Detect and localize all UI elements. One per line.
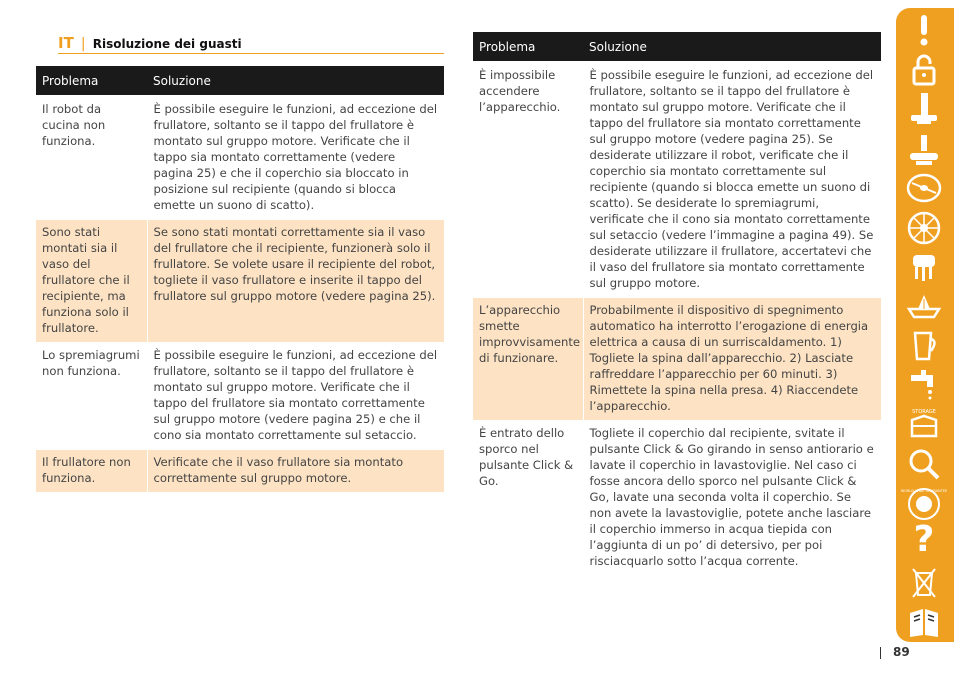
table-header-row (473, 32, 881, 61)
section-title: Risoluzione dei guasti (92, 37, 242, 51)
page-number (880, 645, 910, 659)
table-row (36, 343, 444, 450)
solution-cell: Verificate che il vaso frullatore sia montato correttamente sul gruppo motore. (147, 450, 444, 493)
table-row (473, 421, 881, 576)
solution-cell: È possibile eseguire le funzioni, ad eccezione del frullatore, soltanto se il tappo del frullatore è montato sul gruppo motore. Verificate che il tappo del frullatore sia montato correttamente sul gruppo motore (vedere pagina 25). Se desiderate utilizzare il robot, verificate che il coperchio sia montato correttamente sul recipiente (quando si blocca emette un suono di scatto). Se desiderate lo spremiagrumi, verificate che il cono sia montato correttamente sul setaccio (vedere l’immagine a pagina 49). Se desiderate utilizzare il frullatore, accertatevi che il vaso del frullatore sia montato correttamente sul gruppo motore. (583, 61, 881, 298)
problem-cell: Lo spremiagrumi non funziona. (36, 343, 147, 450)
search-icon[interactable] (902, 446, 946, 482)
problem-cell: Il robot da cucina non funziona. (36, 95, 147, 220)
page-number-divider (880, 647, 881, 659)
troubleshooting-table-left (36, 66, 444, 493)
blender-icon[interactable] (902, 90, 946, 126)
cutting-disc-icon[interactable] (902, 210, 946, 246)
table-row (473, 61, 881, 298)
table-header-row (36, 66, 444, 95)
question-icon[interactable]: ? (913, 519, 935, 560)
table-row (36, 220, 444, 343)
column-header-problem: Problema (36, 66, 147, 95)
section-header (58, 33, 444, 54)
column-header-problem: Problema (473, 32, 583, 61)
citrus-press-icon[interactable] (902, 290, 946, 326)
jug-icon[interactable] (902, 328, 946, 364)
warning-icon[interactable] (902, 12, 946, 48)
tap-water-icon[interactable] (902, 366, 946, 402)
kneading-tool-icon[interactable] (902, 250, 946, 286)
safety-lock-icon[interactable] (902, 52, 946, 88)
manual-book-icon[interactable] (902, 604, 946, 640)
troubleshooting-table-right (473, 32, 881, 576)
table-row (36, 95, 444, 220)
language-code: IT (58, 34, 74, 52)
blender-tall-icon[interactable] (902, 132, 946, 168)
problem-cell: Sono stati montati sia il vaso del frullatore che il recipiente, ma funziona solo il frullatore. (36, 220, 147, 343)
storage-box-icon[interactable] (902, 406, 946, 442)
table-row (36, 450, 444, 493)
header-separator: | (80, 36, 86, 52)
table-row (473, 298, 881, 421)
solution-cell: Se sono stati montati correttamente sia il vaso del frullatore che il recipiente, funzionerà solo il frullatore. Se volete usare il recipiente del robot, togliete il vaso frullatore e inserite il tappo del frullatore sul gruppo motore (vedere pagina 25). (147, 220, 444, 343)
page-number-value: 89 (893, 645, 910, 659)
slicer-disc-icon[interactable] (902, 170, 946, 206)
column-header-solution: Soluzione (583, 32, 881, 61)
storage-label: STORAGE (912, 409, 936, 415)
problem-cell: Il frullatore non funziona. (36, 450, 147, 493)
column-header-solution: Soluzione (147, 66, 444, 95)
problem-cell: È entrato dello sporco nel pulsante Click & Go. (473, 421, 583, 576)
problem-cell: L’apparecchio smette improvvisamente di funzionare. (473, 298, 583, 421)
guarantee-label: WORLD-WIDE GUARANTEE (900, 489, 948, 493)
disposal-bin-icon[interactable] (902, 564, 946, 600)
problem-cell: È impossibile accendere l’apparecchio. (473, 61, 583, 298)
chapter-tabs-sidebar (896, 8, 954, 642)
solution-cell: Probabilmente il dispositivo di spegnimento automatico ha interrotto l’erogazione di energia elettrica a causa di un surriscaldamento. 1) Togliete la spina dall’apparecchio. 2) Lasciate raffreddare l’apparecchio per 60 minuti. 3) Rimettete la spina nella presa. 4) Riaccendete l’apparecchio. (583, 298, 881, 421)
solution-cell: È possibile eseguire le funzioni, ad eccezione del frullatore, soltanto se il tappo del frullatore è montato sul gruppo motore. Verificate che il tappo sia montato correttamente (vedere pagina 25) e che il coperchio sia bloccato in posizione sul recipiente (quando si blocca emette un suono di scatto). (147, 95, 444, 220)
solution-cell: È possibile eseguire le funzioni, ad eccezione del frullatore, soltanto se il tappo del frullatore è montato sul gruppo motore. Verificate che il tappo del frullatore sia montato correttamente sul gruppo motore (vedere pagina 25) e che il cono sia montato correttamente sul setaccio. (147, 343, 444, 450)
solution-cell: Togliete il coperchio dal recipiente, svitate il pulsante Click & Go girando in senso antiorario e lavate il coperchio in lavastoviglie. Nel caso ci fosse ancora dello sporco nel pulsante Click & Go, lavate una seconda volta il coperchio. Se non avete la lavastoviglie, potete anche lasciare il coperchio immerso in acqua tiepida con l’aggiunta di un po’ di detersivo, per poi risciacquarlo sotto l’acqua corrente. (583, 421, 881, 576)
world-wide-guarantee-icon[interactable] (902, 486, 946, 522)
